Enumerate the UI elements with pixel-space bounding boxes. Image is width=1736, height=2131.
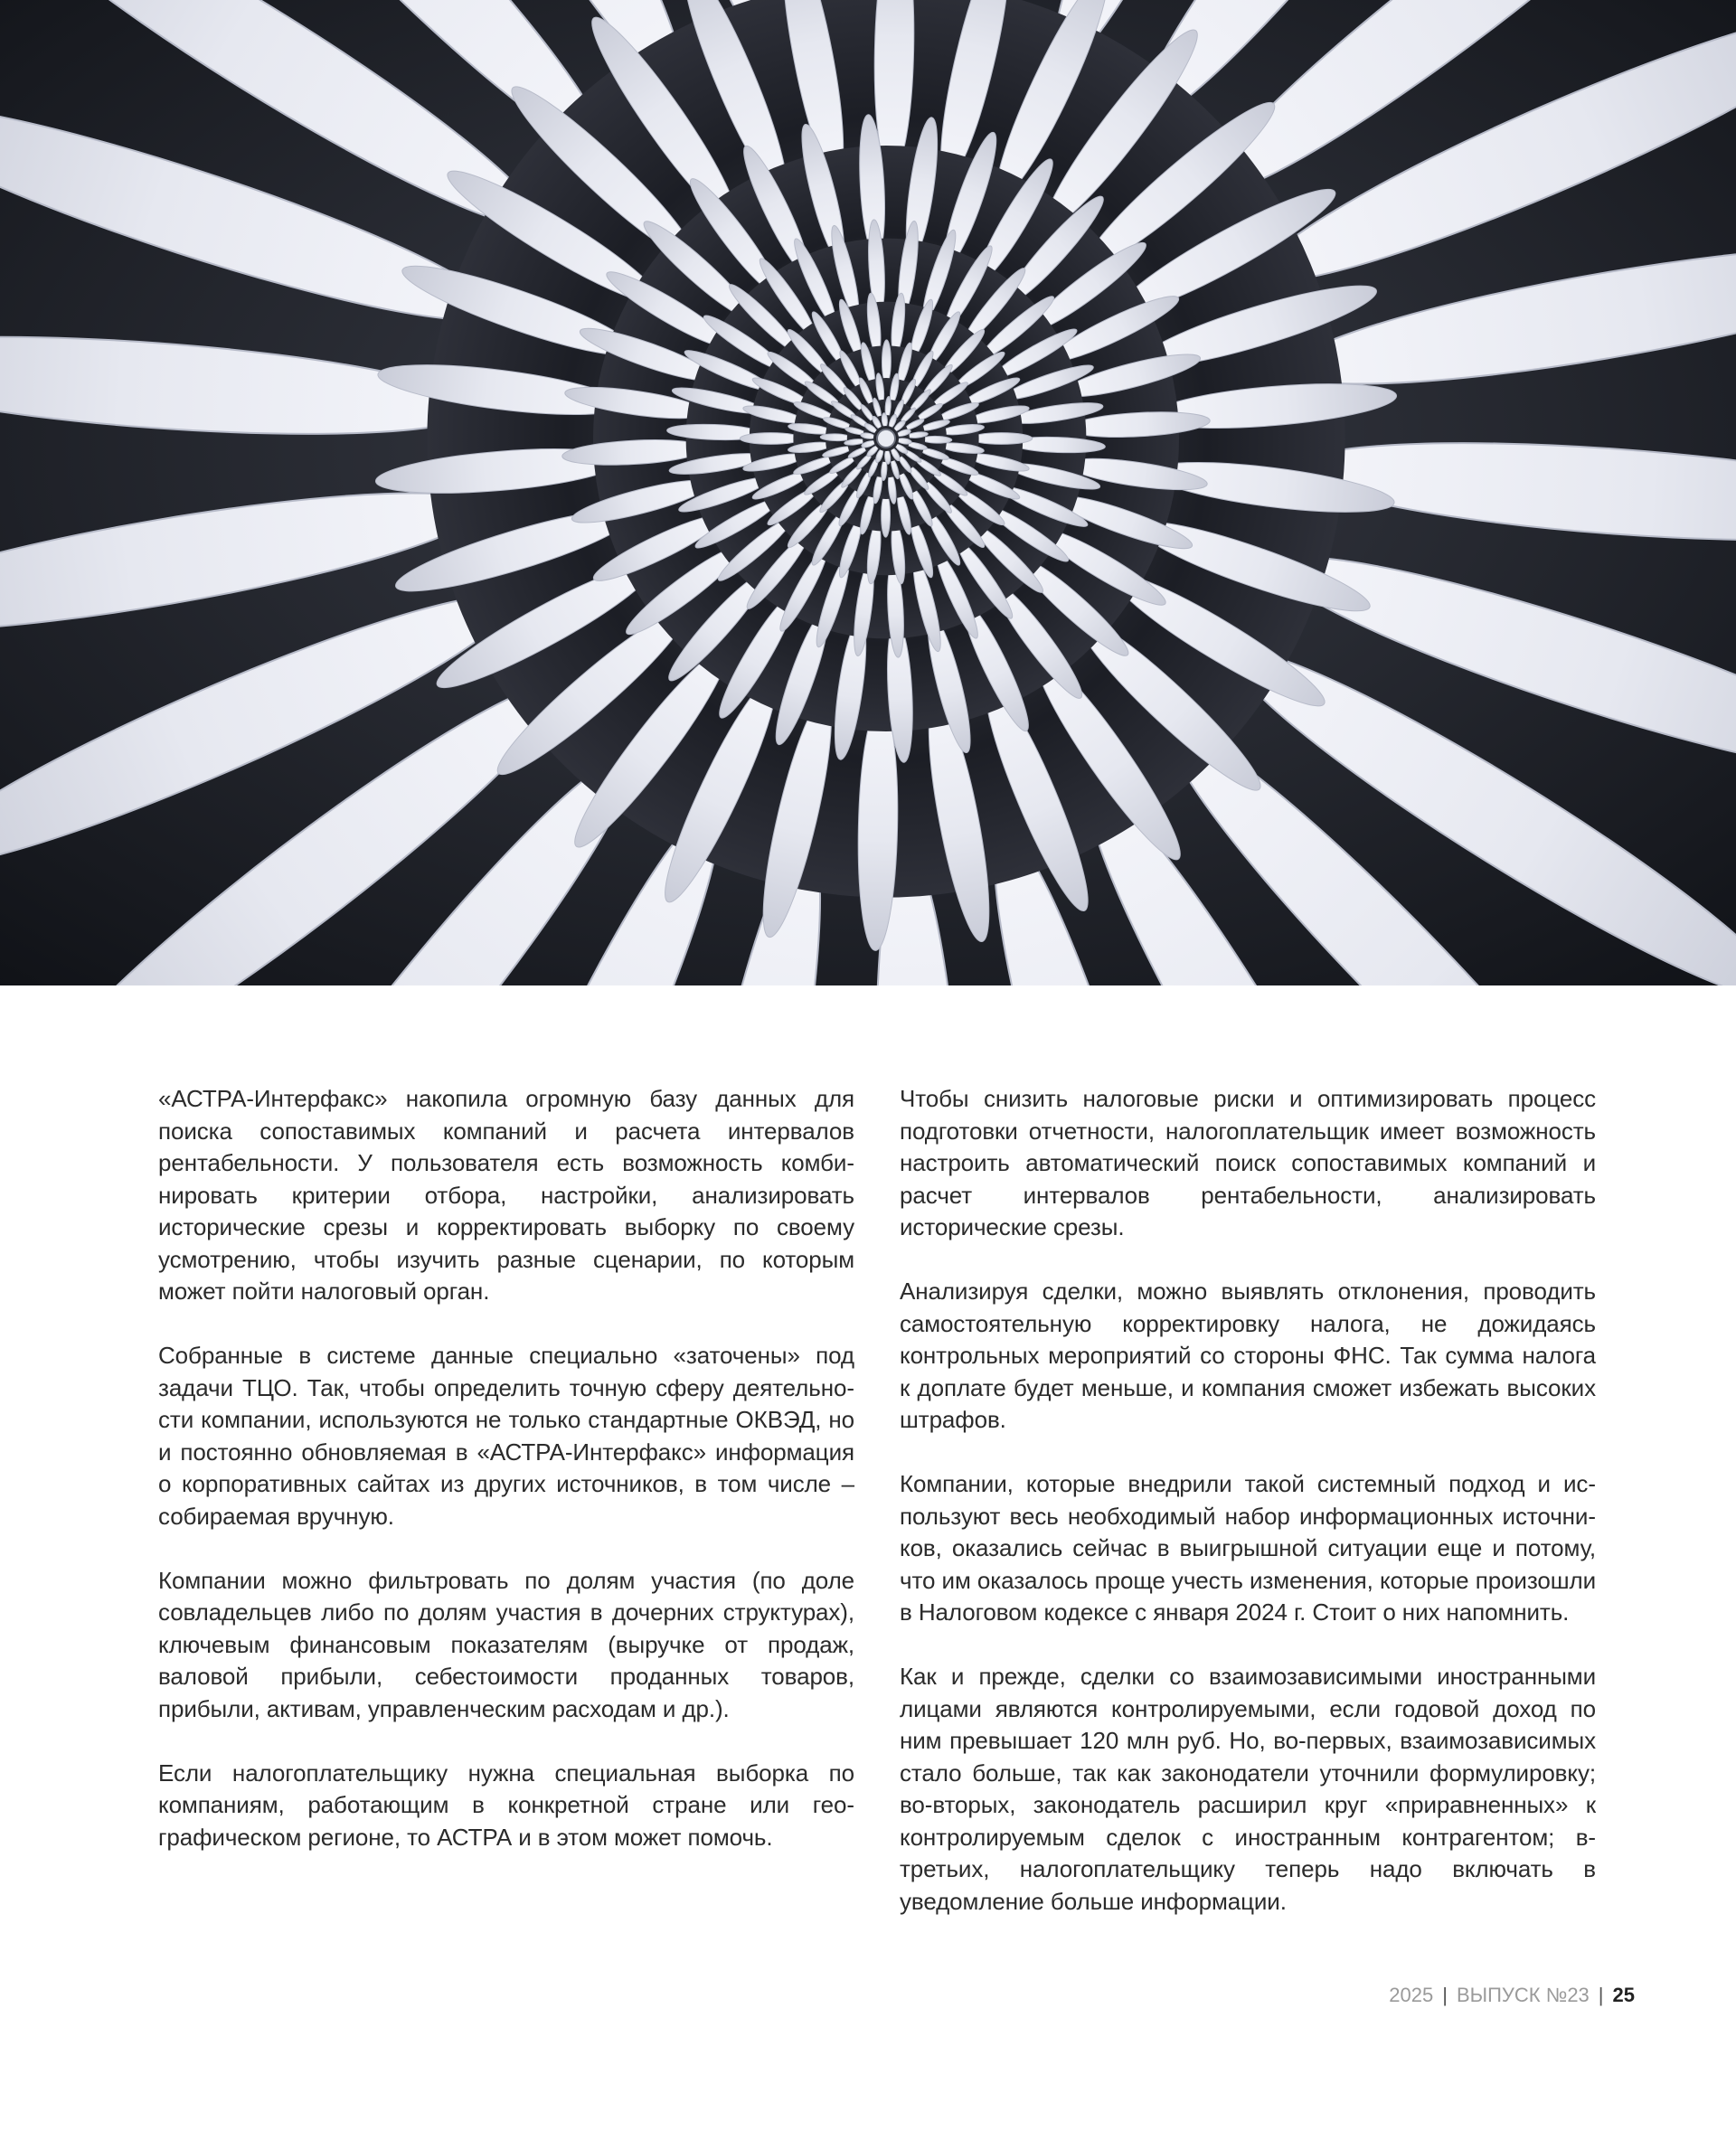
right-paragraph-1: Чтобы снизить налоговые риски и оптимизировать процесс подготовки отчетности, налогоплательщик имеет возможность настроить автоматический поиск сопоставимых компаний и расчет интервалов рентабельности, анализировать исторические срезы. bbox=[900, 1085, 1596, 1240]
page-number: 25 bbox=[1612, 1984, 1635, 2006]
right-column bbox=[900, 1083, 1596, 1950]
footer-separator: | bbox=[1598, 1984, 1604, 2006]
right-paragraph-2: Анализируя сделки, можно выявлять отклонения, проводить самостоятельную корректировку налога, не дожидаясь контрольных мероприятий со стороны ФНС. Так сумма налога к доплате будет меньше, и компания сможет избежать высоких штрафов. bbox=[900, 1278, 1596, 1433]
left-paragraph-3: Компании можно фильтровать по долям участия (по доле совладельцев либо по долям участия в дочерних структурах), ключевым финансовым показателям (выручке от продаж, валовой прибыли, себестоимости проданных товаров, прибыли, активам, управленческим расходам и др.). bbox=[158, 1566, 854, 1722]
left-paragraph-1: «АСТРА-Интерфакс» накопила огромную базу данных для поиска сопоставимых компаний и расчета интервалов рентабельности. У пользователя есть возможность комбинировать критерии отбора, настройки, анализировать исторические срезы и корректировать выборку по своему усмотрению, чтобы изучить разные сценарии, по которым может пойти налоговый орган. bbox=[158, 1085, 854, 1305]
hero-flower-photo bbox=[0, 0, 1736, 985]
left-column bbox=[158, 1083, 854, 1886]
right-paragraph-3: Компании, которые внедрили такой системный подход и используют весь необходимый набор информационных источников, оказались сейчас в выигрышной ситуации еще и потому, что им оказалось проще учесть изменения, которые произошли в Налоговом кодексе с января 2024 г. Стоит о них напомнить. bbox=[900, 1470, 1596, 1626]
page-footer bbox=[1389, 1984, 1635, 2007]
footer-issue: ВЫПУСК №23 bbox=[1456, 1984, 1590, 2006]
footer-separator: | bbox=[1442, 1984, 1448, 2006]
flower-spiral-icon bbox=[0, 0, 1736, 985]
left-paragraph-4: Если налогоплательщику нужна специальная выборка по компаниям, работающим в конкретной стране или географическом регионе, то АСТРА и в этом может помочь. bbox=[158, 1759, 854, 1851]
footer-year: 2025 bbox=[1389, 1984, 1434, 2006]
right-paragraph-4: Как и прежде, сделки со взаимозависимыми иностранными лицами являются контролируемыми, если годовой доход по ним превышает 120 млн руб. Но, во-первых, взаимозависимых стало больше, так как законодатели уточнили формулировку; во-вторых, законодатель расширил круг «приравненных» к контролируемым сделок с иностранным контрагентом; в-третьих, налогоплательщику теперь надо включать в уведомление больше информации. bbox=[900, 1663, 1596, 1915]
left-paragraph-2: Собранные в системе данные специально «заточены» под задачи ТЦО. Так, чтобы определить точную сферу деятельности компании, используются не только стандартные ОКВЭД, но и постоянно обновляемая в «АСТРА-Интерфакс» информация о корпоративных сайтах из других источников, в том числе – собираемая вручную. bbox=[158, 1342, 854, 1530]
